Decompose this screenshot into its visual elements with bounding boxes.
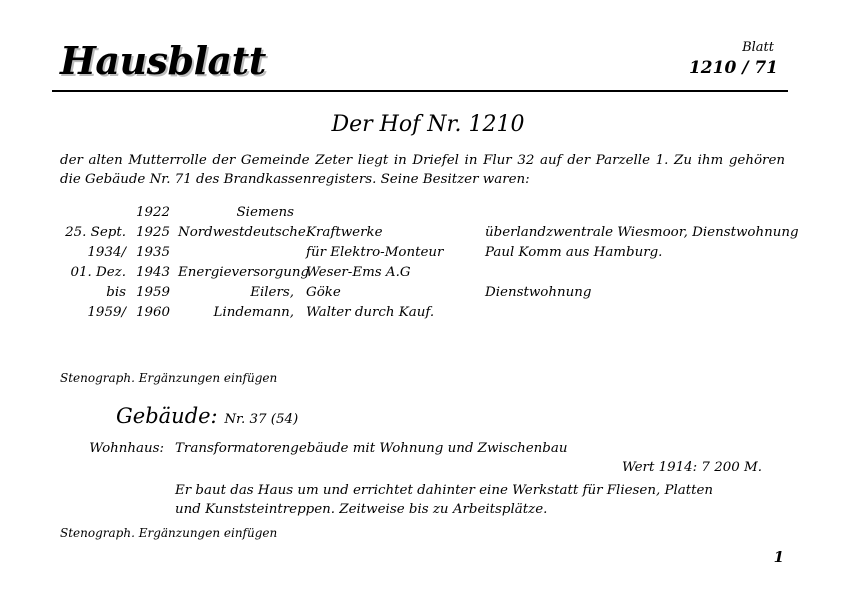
owner-year-from: bis xyxy=(106,285,126,300)
owner-year-to: 1959 xyxy=(136,285,171,300)
steno-note: Stenograph. Ergänzungen einfügen xyxy=(60,371,278,385)
owner-name: Siemens xyxy=(236,205,294,220)
wohnhaus-value: Wert 1914: 7 200 M. xyxy=(621,460,762,475)
owner-year-to: 1960 xyxy=(136,305,171,320)
owner-detail: Weser-Ems A.G xyxy=(306,265,411,280)
buildings-number: Nr. 37 (54) xyxy=(224,412,299,427)
owner-note: Paul Komm aus Hamburg. xyxy=(485,245,663,260)
owner-name: Nordwestdeutsche xyxy=(178,225,306,240)
owner-year-from: 1959/ xyxy=(87,305,126,320)
owner-day: 01. Dez. xyxy=(70,265,126,280)
owner-year-from: 1925 xyxy=(136,225,171,240)
page-number: 1 xyxy=(773,548,784,566)
intro-paragraph: der alten Mutterrolle der Gemeinde Zeter liegt in Driefel in Flur 32 auf der Parzelle 1. Zu ihm gehören die Gebäude Nr. 71 des Brandkassenregisters. Seine Besitzer waren: xyxy=(60,153,785,187)
owner-year-from: 1934/ xyxy=(87,245,126,260)
sheet-number: 1210 / 71 xyxy=(688,58,778,78)
owner-day: 25. Sept. xyxy=(65,225,126,240)
wohnhaus-label: Wohnhaus: xyxy=(89,441,164,456)
owner-note: Dienstwohnung xyxy=(485,285,592,300)
header-divider xyxy=(52,90,788,92)
owner-name: Lindemann, xyxy=(213,305,294,320)
owner-year-from: 1922 xyxy=(136,205,171,220)
owner-detail: Kraftwerke xyxy=(306,225,383,240)
owner-year-to: 1935 xyxy=(136,245,171,260)
owner-year-from: 1943 xyxy=(136,265,171,280)
owner-note: überlandzwentrale Wiesmoor, Dienstwohnung xyxy=(485,225,799,240)
owner-detail: Göke xyxy=(306,285,341,300)
owner-name: Eilers, xyxy=(250,285,294,300)
owner-name: Energieversorgung xyxy=(178,265,310,280)
owner-detail: Walter durch Kauf. xyxy=(306,305,435,320)
buildings-label: Gebäude: xyxy=(116,404,218,428)
wohnhaus-paragraph: Er baut das Haus um und errichtet dahinter eine Werkstatt für Fliesen, Platten und Kunststeintreppen. Zeitweise bis zu Arbeitsplätze. xyxy=(175,483,714,517)
page-title: Hausblatt xyxy=(60,38,266,83)
section-heading: Der Hof Nr. 1210 xyxy=(331,112,525,137)
wohnhaus-description: Transformatorengebäude mit Wohnung und Zwischenbau xyxy=(175,441,568,456)
steno-note: Stenograph. Ergänzungen einfügen xyxy=(60,526,278,540)
sheet-label: Blatt xyxy=(742,40,774,55)
buildings-heading xyxy=(116,404,298,428)
owner-detail: für Elektro-Monteur xyxy=(306,245,444,260)
